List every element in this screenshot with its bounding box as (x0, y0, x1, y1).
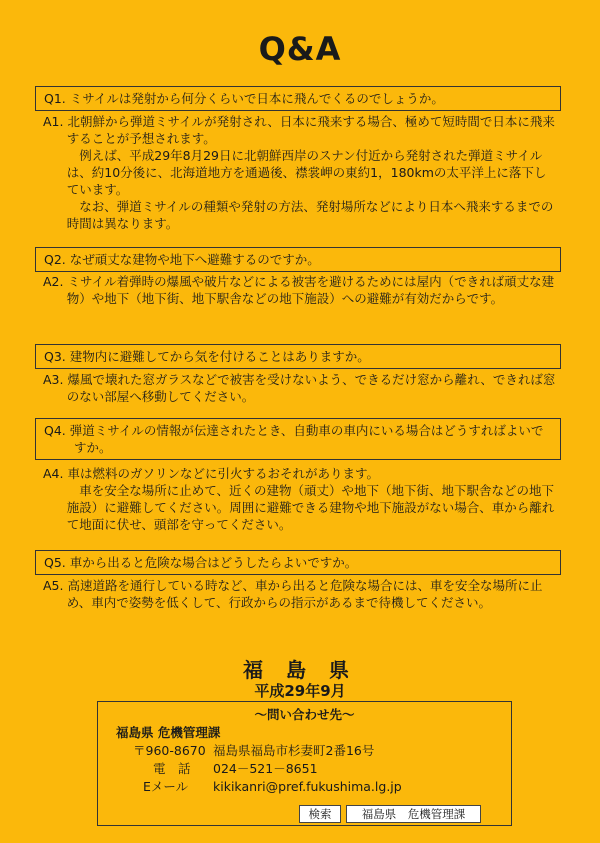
question-box-4 (35, 418, 561, 460)
question-box-3 (35, 344, 561, 369)
answer-block-5 (43, 577, 558, 611)
question-text-5: Q5. 車から出ると危険な場合はどうしたらよいですか。 (44, 555, 358, 570)
answer-paragraph: 例えば、平成29年8月29日に北朝鮮西岸のスナン付近から発射された弾道ミサイルは、約10分後に、北海道地方を通過後、襟裳岬の東約1，180kmの太平洋上に落下しています。 (66, 148, 547, 197)
answer-block-1 (43, 113, 558, 232)
issue-date: 平成29年9月 (254, 682, 346, 700)
phone-label: 電 話 (153, 761, 191, 776)
page-title: Q&A (258, 30, 342, 68)
answer-block-4 (43, 465, 558, 533)
search-button[interactable]: 検索 (299, 805, 341, 823)
question-text-2: Q2. なぜ頑丈な建物や地下へ避難するのですか。 (44, 252, 320, 267)
answer-paragraph: A5. 高速道路を通行している時など、車から出ると危険な場合には、車を安全な場所に止め、車内で姿勢を低くして、行政からの指示があるまで待機してください。 (43, 578, 543, 610)
department-name: 福島県 危機管理課 (116, 725, 221, 740)
phone-row (133, 759, 318, 777)
question-text-3: Q3. 建物内に避難してから気を付けることはありますか。 (44, 349, 370, 364)
answer-block-3 (43, 371, 558, 405)
question-text-1: Q1. ミサイルは発射から何分くらいで日本に飛んでくるのでしょうか。 (44, 91, 444, 106)
answer-paragraph: A3. 爆風で壊れた窓ガラスなどで被害を受けないよう、できるだけ窓から離れ、できれば窓のない部屋へ移動してください。 (43, 372, 556, 404)
prefecture-name: 福 島 県 (243, 658, 357, 682)
address-row (133, 741, 374, 759)
email-label: Eメール (143, 779, 189, 794)
email-row (133, 777, 402, 795)
contact-box (97, 701, 512, 826)
answer-paragraph: 車を安全な場所に止めて、近くの建物（頑丈）や地下（地下街、地下駅舎などの地下施設）に避難してください。周囲に避難できる建物や地下施設がない場合、車から離れて地面に伏せ、頭部を守ってください。 (66, 483, 555, 532)
phone-value: 024－521－8651 (213, 761, 318, 776)
question-box-5 (35, 550, 561, 575)
answer-paragraph: なお、弾道ミサイルの種類や発射の方法、発射場所などにより日本へ飛来するまでの時間は異なります。 (66, 199, 554, 231)
answer-paragraph: A1. 北朝鮮から弾道ミサイルが発射され、日本に飛来する場合、極めて短時間で日本に飛来することが予想されます。 (43, 114, 555, 146)
question-text-4: Q4. 弾道ミサイルの情報が伝達されたとき、自動車の車内にいる場合はどうすればよいですか。 (44, 423, 544, 455)
email-link[interactable]: kikikanri@pref.fukushima.lg.jp (213, 779, 402, 794)
question-box-2 (35, 247, 561, 272)
contact-heading: ～問い合わせ先～ (254, 707, 355, 722)
address-value: 福島県福島市杉妻町2番16号 (213, 743, 375, 758)
address-label: 〒960-8670 (133, 743, 206, 758)
answer-paragraph: A2. ミサイル着弾時の爆風や破片などによる被害を避けるためには屋内（できれば頑丈な建物）や地下（地下街、地下駅舎などの地下施設）への避難が有効だからです。 (43, 274, 555, 306)
question-box-1 (35, 86, 561, 111)
search-keyword-box[interactable]: 福島県 危機管理課 (346, 805, 481, 823)
answer-block-2 (43, 273, 558, 307)
answer-paragraph: A4. 車は燃料のガソリンなどに引火するおそれがあります。 (43, 466, 379, 481)
